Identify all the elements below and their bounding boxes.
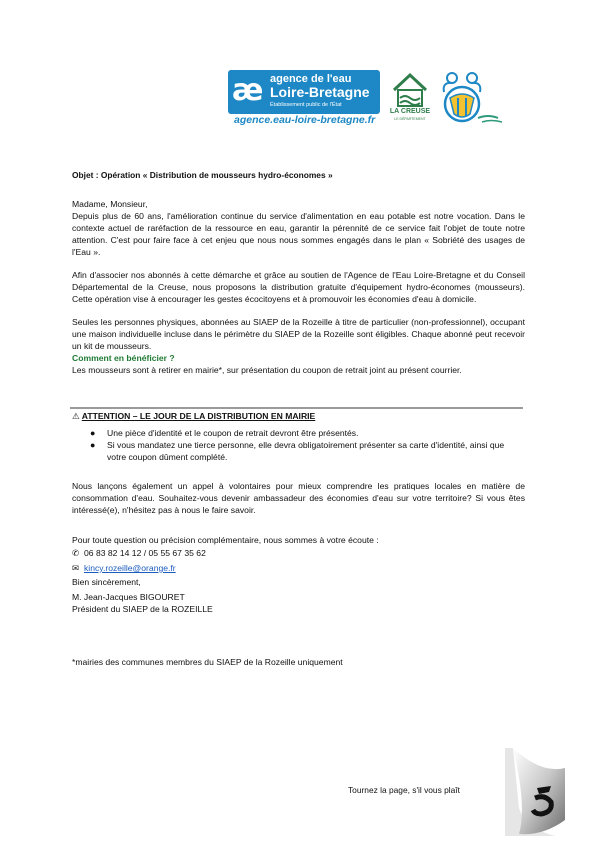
paragraph-intro: Depuis plus de 60 ans, l'amélioration continue du service d'alimentation en eau potable est notre vocation. Dans le contexte actuel de raréfaction de la ressource en eau, garantir la pérennité de ce service fait l'objet de toute notre attention. C'est pour faire face à cet enjeu que nous nous sommes engagés dans le plan « Sobriété des usages de l'Eau ». [72, 211, 525, 257]
salutation: Madame, Monsieur, [72, 199, 148, 209]
signer-title: Président du SIAEP de la ROZEILLE [72, 604, 213, 614]
warning-icon: ⚠ [72, 411, 80, 421]
agence-logo-line1: agence de l'eau [270, 73, 352, 85]
creuse-logo-name: LA CREUSE [389, 108, 431, 115]
phone-number: 06 83 82 14 12 / 05 55 67 35 62 [84, 548, 206, 558]
phone-line [72, 548, 206, 560]
agence-logo-line2: Loire-Bretagne [270, 84, 370, 100]
agence-logo-box [228, 70, 380, 114]
creuse-logo-sub: LE DÉPARTEMENT [394, 117, 426, 121]
bullet-icon: ● [90, 428, 96, 438]
turn-page-note: Tournez la page, s'il vous plaît [348, 785, 460, 795]
agence-logo-mark: æ [232, 73, 260, 108]
attention-title: ATTENTION – LE JOUR DE LA DISTRIBUTION EN MAIRIE [81, 411, 316, 421]
email-link[interactable]: kincy.rozeille@orange.fr [84, 563, 176, 573]
agence-eau-logo [228, 70, 380, 128]
siaep-emblem-icon [436, 70, 506, 126]
list-item-text: Si vous mandatez une tierce personne, elle devra obligatoirement présenter sa carte d'identité, ainsi que votre coupon dûment complété. [107, 439, 505, 462]
footnote: *mairies des communes membres du SIAEP de la Rozeille uniquement [72, 657, 343, 667]
attention-list [90, 428, 522, 464]
creuse-house-icon [388, 70, 432, 108]
phone-icon: ✆ [72, 548, 80, 558]
bullet-icon: ● [90, 439, 96, 450]
agence-logo-url: agence.eau-loire-bretagne.fr [234, 114, 376, 126]
how-to-benefit-title: Comment en bénéficier ? [72, 353, 175, 363]
agence-logo-line3: Établissement public de l'État [270, 102, 342, 108]
creuse-logo [388, 70, 432, 128]
list-item-text: Une pièce d'identité et le coupon de retrait devront être présentés. [107, 428, 359, 438]
how-to-benefit-text: Les mousseurs sont à retirer en mairie*, sur présentation du coupon de retrait joint au présent courrier. [72, 365, 462, 375]
signer-name: M. Jean-Jacques BIGOURET [72, 592, 185, 602]
closing: Bien sincèrement, [72, 577, 141, 587]
paragraph-volunteers: Nous lançons également un appel à volontaires pour mieux comprendre les pratiques locales en matière de consommation d'eau. Souhaitez-vous devenir ambassadeur des économies d'eau sur votre territoire? Si vous êtes intéressé(e), n'hésitez pas à nous le faire savoir. [72, 481, 525, 515]
siaep-rozeille-logo [436, 70, 506, 126]
attention-heading [72, 411, 315, 423]
letter-object: Objet : Opération « Distribution de mousseurs hydro-économes » [72, 170, 333, 180]
list-item [90, 428, 522, 440]
page-curl-icon [505, 748, 567, 838]
paragraph-eligibility: Seules les personnes physiques, abonnées au SIAEP de la Rozeille à titre de particulier (non-professionnel), occupant une maison individuelle incluse dans le périmètre du SIAEP de la Rozeille sont éligibles. Chaque abonné peut recevoir un kit de mousseurs. [72, 317, 525, 351]
list-item [90, 440, 522, 464]
section-divider [70, 407, 523, 409]
contact-intro: Pour toute question ou précision complémentaire, nous sommes à votre écoute : [72, 535, 379, 545]
envelope-icon: ✉ [72, 563, 80, 573]
paragraph-partners: Afin d'associer nos abonnés à cette démarche et grâce au soutien de l'Agence de l'Eau Loire-Bretagne et du Conseil Départemental de la Creuse, nous proposons la distribution gratuite d'équipement hydro-économes (mousseurs). Cette opération vise à encourager les gestes écocitoyens et à promouvoir les économies d'eau à domicile. [72, 270, 525, 304]
email-line [72, 563, 176, 575]
